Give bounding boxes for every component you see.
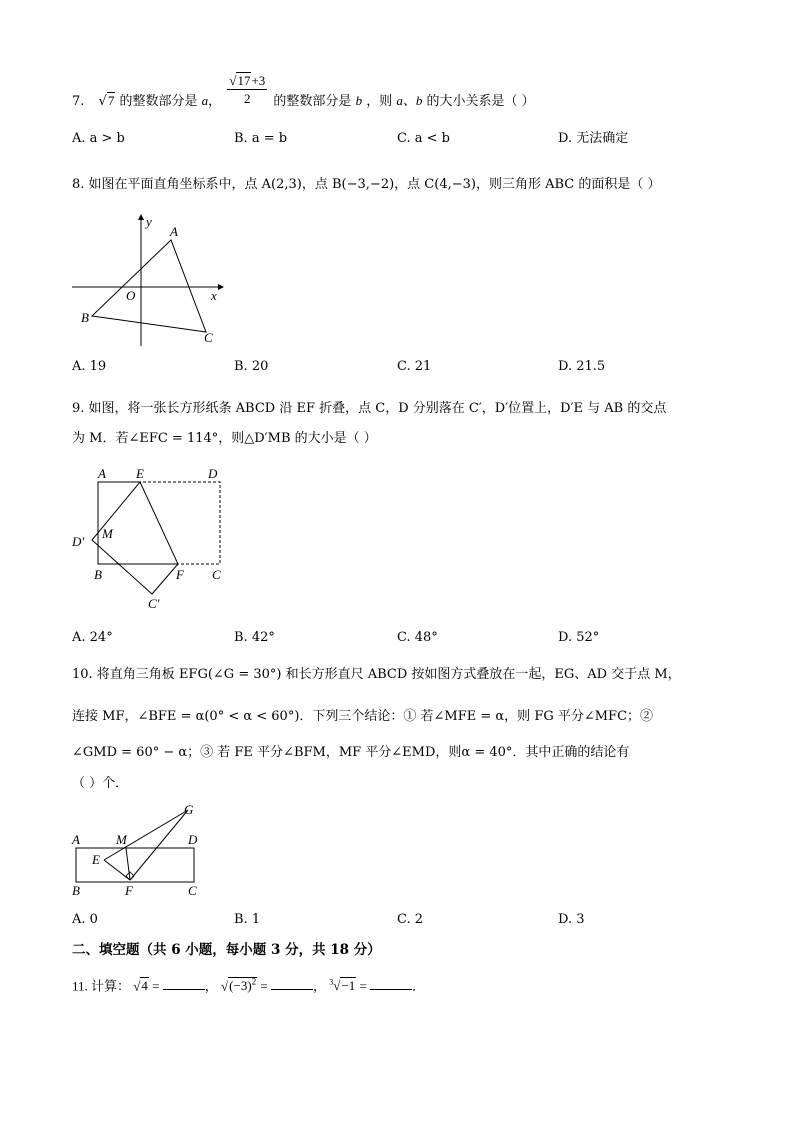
q7-option-b: B. a = b (234, 131, 288, 146)
q7-vars-ab: a、b (396, 93, 423, 108)
q7-line: 7. √7 的整数部分是 a， $\frac{√17+3}{2}$ 的整数部分是 b ，则 a、b 的大小关系是（ ） (72, 73, 535, 109)
q8-option-a: A. 19 (72, 359, 107, 374)
q7-option-a: A. a > b (72, 131, 125, 146)
q8-label-x: x (211, 288, 217, 303)
q7-frac-numerator: √17+3 (229, 73, 266, 88)
q10-label-e: E (92, 852, 100, 867)
q8-triangle-abc (92, 240, 206, 332)
q9-label-cprime: C′ (148, 596, 160, 611)
q10-option-b: B. 1 (234, 912, 261, 927)
q9-label-c: C (212, 567, 221, 582)
q7-text1: 的整数部分是 (119, 94, 198, 109)
q7-var-b: b (355, 93, 363, 108)
q8-stem: 8. 如图在平面直角坐标系中，点 A(2,3)，点 B(−3,−2)，点 C(4,−3)，则三角形 ABC 的面积是（ ） (72, 177, 661, 192)
q10-line1: 10. 将直角三角板 EFG(∠G = 30°) 和长方形直尺 ABCD 按如图方式叠放在一起，EG、AD 交于点 M， (72, 667, 681, 682)
q8-label-b: B (81, 310, 89, 325)
q10-label-g: G (184, 802, 194, 817)
q9-option-c: C. 48° (397, 630, 438, 645)
q7-radicand: 7 (107, 93, 115, 108)
q10-line-gf (130, 810, 188, 880)
q8-x-arrow (218, 284, 224, 290)
q7-text2: 的整数部分是 (273, 94, 352, 109)
q7-frac-denominator: 2 (244, 91, 251, 106)
q9-option-d: D. 52° (558, 630, 600, 645)
q8-label-c: C (204, 330, 213, 345)
q10-figure (68, 802, 218, 898)
q8-option-c: C. 21 (397, 359, 432, 374)
q11-prefix: 11. 计算： (72, 978, 131, 994)
q7-fraction (227, 74, 267, 105)
q10-line-ef (104, 860, 130, 880)
q7-var-a: a (201, 93, 209, 108)
q10-label-m: M (116, 832, 127, 847)
q7-text3: ，则 (366, 94, 393, 109)
q10-option-d: D. 3 (558, 912, 585, 927)
q9-label-e: E (136, 466, 144, 481)
q11-sqrt4: √4 (133, 978, 148, 994)
q7-option-d: D. 无法确定 (558, 131, 629, 146)
q8-y-arrow (138, 214, 144, 220)
q10-label-f: F (125, 883, 133, 898)
q11-blank-1[interactable] (163, 979, 205, 990)
q10-label-a: A (72, 832, 80, 847)
q10-label-d: D (188, 832, 198, 847)
q9-option-a: A. 24° (72, 630, 113, 645)
q7-option-c: C. a < b (397, 131, 450, 146)
q11-cbrt-neg1: $^3$√−1 (329, 978, 356, 994)
q7-text4: 的大小关系是（ ） (426, 94, 535, 109)
q10-label-c: C (188, 883, 197, 898)
q10-option-c: C. 2 (397, 912, 424, 927)
q10-option-a: A. 0 (72, 912, 98, 927)
q11-sqrt-neg3-sq: $√(-3)^2$ (221, 977, 257, 994)
q9-label-b: B (94, 567, 102, 582)
q9-label-d: D (208, 466, 218, 481)
q11-line: 11. 计算： √4 = ， $√(-3)^2$ = ， $^3$√−1 = ． (72, 977, 426, 994)
q7-number: 7. (72, 94, 85, 109)
q9-line2: 为 M．若∠EFC = 114°，则△D′MB 的大小是（ ） (72, 431, 377, 446)
q9-label-dprime: D′ (72, 534, 85, 549)
q9-line1: 9. 如图，将一张长方形纸条 ABCD 沿 EF 折叠，点 C，D 分别落在 C′，D′位置上，D′E 与 AB 的交点 (72, 401, 667, 416)
q10-line3: ∠GMD = 60° − α；③ 若 FE 平分∠BFM，MF 平分∠EMD，则α = 40°．其中正确的结论有 (72, 745, 630, 760)
q10-line2: 连接 MF，∠BFE = α(0° < α < 60°)．下列三个结论：① 若∠MFE = α，则 FG 平分∠MFC；② (72, 709, 654, 724)
q11-blank-3[interactable] (370, 979, 412, 990)
q10-label-b: B (72, 883, 80, 898)
section2-heading: 二、填空题（共 6 小题，每小题 3 分，共 18 分） (72, 942, 381, 958)
q10-line4: （ ）个． (72, 776, 129, 791)
q8-figure (68, 212, 228, 352)
q8-label-y: y (146, 214, 152, 229)
q9-label-a: A (98, 466, 106, 481)
q8-option-d: D. 21.5 (558, 359, 606, 374)
q7-sqrt7: √7 (98, 93, 115, 109)
q8-option-b: B. 20 (234, 359, 269, 374)
q8-label-o: O (126, 288, 136, 303)
q11-blank-2[interactable] (271, 979, 313, 990)
q9-option-b: B. 42° (234, 630, 275, 645)
q8-label-a: A (170, 224, 178, 239)
q9-figure (68, 462, 238, 612)
q9-label-f: F (176, 567, 184, 582)
q9-label-m: M (102, 526, 113, 541)
